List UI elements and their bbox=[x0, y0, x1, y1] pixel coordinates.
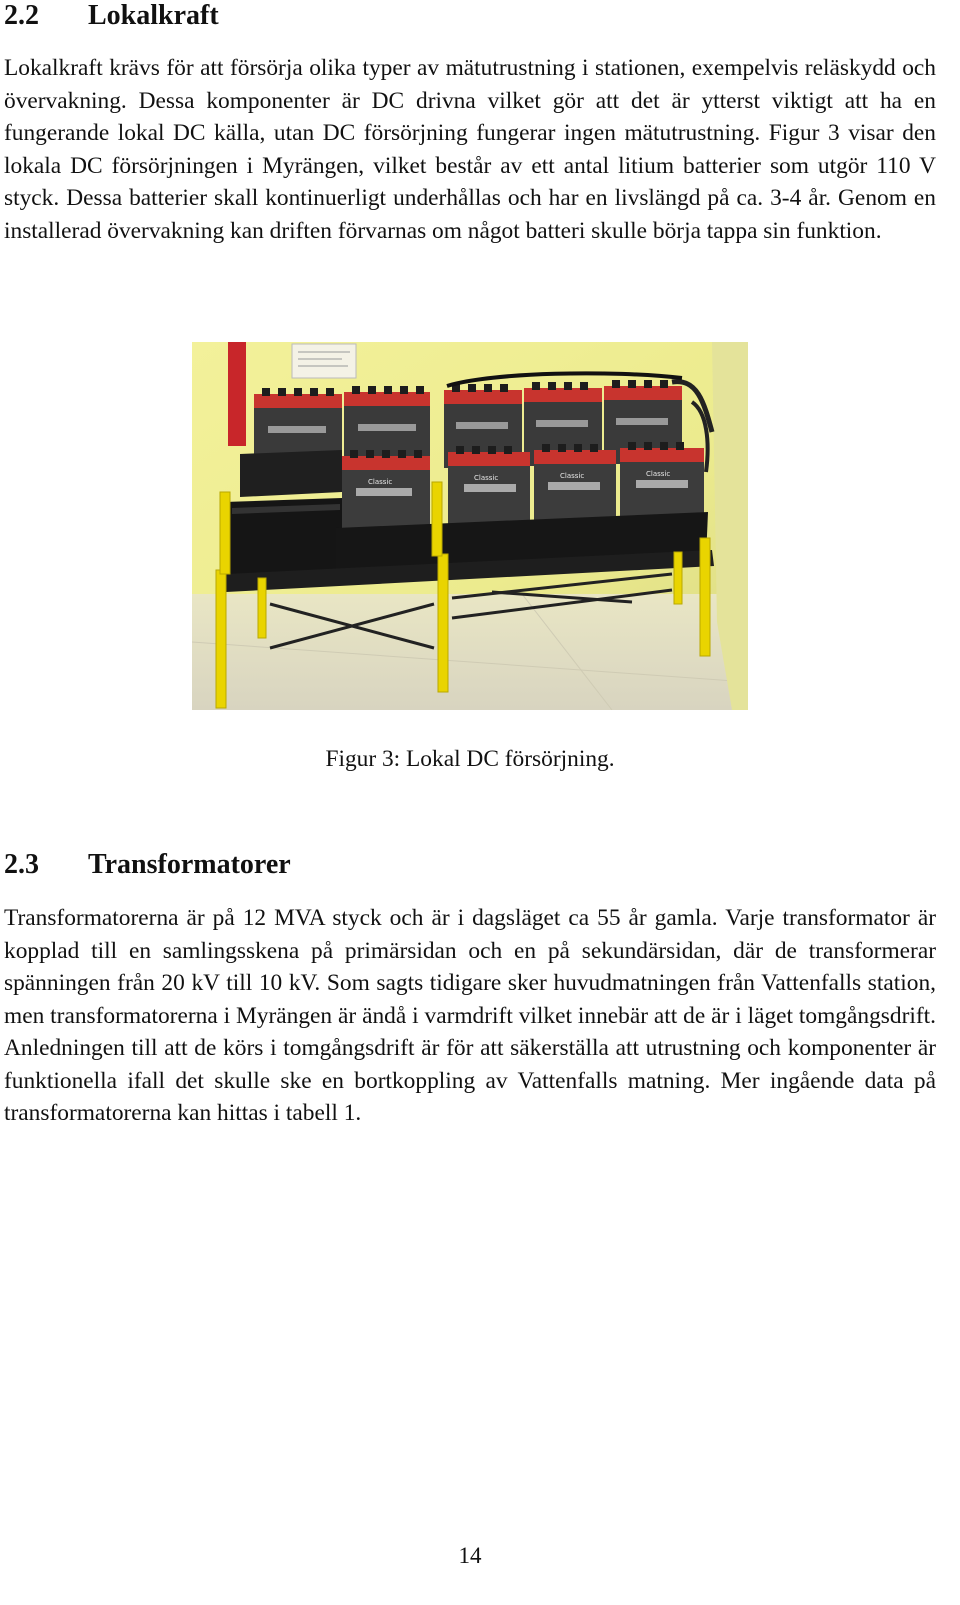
battery-brand-label: Classic bbox=[368, 478, 393, 486]
section-title: Transformatorer bbox=[88, 849, 291, 880]
page-number: 14 bbox=[458, 1543, 482, 1568]
figure-caption: Figur 3: Lokal DC försörjning. bbox=[325, 746, 615, 772]
section-number: 2.3 bbox=[4, 849, 39, 880]
battery-brand-label: Classic bbox=[474, 474, 499, 482]
section-heading-transformatorer bbox=[4, 849, 291, 881]
section-title: Lokalkraft bbox=[88, 0, 219, 31]
section-heading-lokalkraft bbox=[4, 0, 219, 32]
section-number: 2.2 bbox=[4, 0, 39, 31]
battery-brand-label: Classic bbox=[560, 472, 585, 480]
paragraph-transformatorer: Transformatorerna är på 12 MVA styck och är i dagsläget ca 55 år gamla. Varje transformator är kopplad till en samlingsskena på primärsidan och en på sekundärsidan, där de transformerar spänningen från 20 kV till 10 kV. Som sagts tidigare sker huvudmatningen från Vattenfalls station, men transformatorerna i Myrängen är ändå i varmdrift vilket innebär att de är i läget tomgångsdrift. Anledningen till att de körs i tomgångsdrift är för att säkerställa att utrustning och komponenter är funktionella ifall det skulle ske en bortkoppling av Vattenfalls matning. Mer ingående data på transformatorerna kan hittas i tabell 1. bbox=[4, 905, 936, 1126]
battery-brand-label: Classic bbox=[646, 470, 671, 478]
paragraph-lokalkraft: Lokalkraft krävs för att försörja olika typer av mätutrustning i stationen, exempelvis reläskydd och övervakning. Dessa komponenter är DC drivna vilket gör att det är ytterst viktigt att ha en fungerande lokal DC källa, utan DC försörjning fungerar ingen mätutrustning. Figur 3 visar den lokala DC försörjningen i Myrängen, vilket består av ett antal litium batterier som utgör 110 V styck. Dessa batterier skall kontinuerligt underhållas och har en livslängd på ca. 3-4 år. Genom en installerad övervakning kan driften förvarnas om något batteri skulle börja tappa sin funktion. bbox=[4, 55, 936, 244]
battery-photo bbox=[192, 342, 748, 710]
